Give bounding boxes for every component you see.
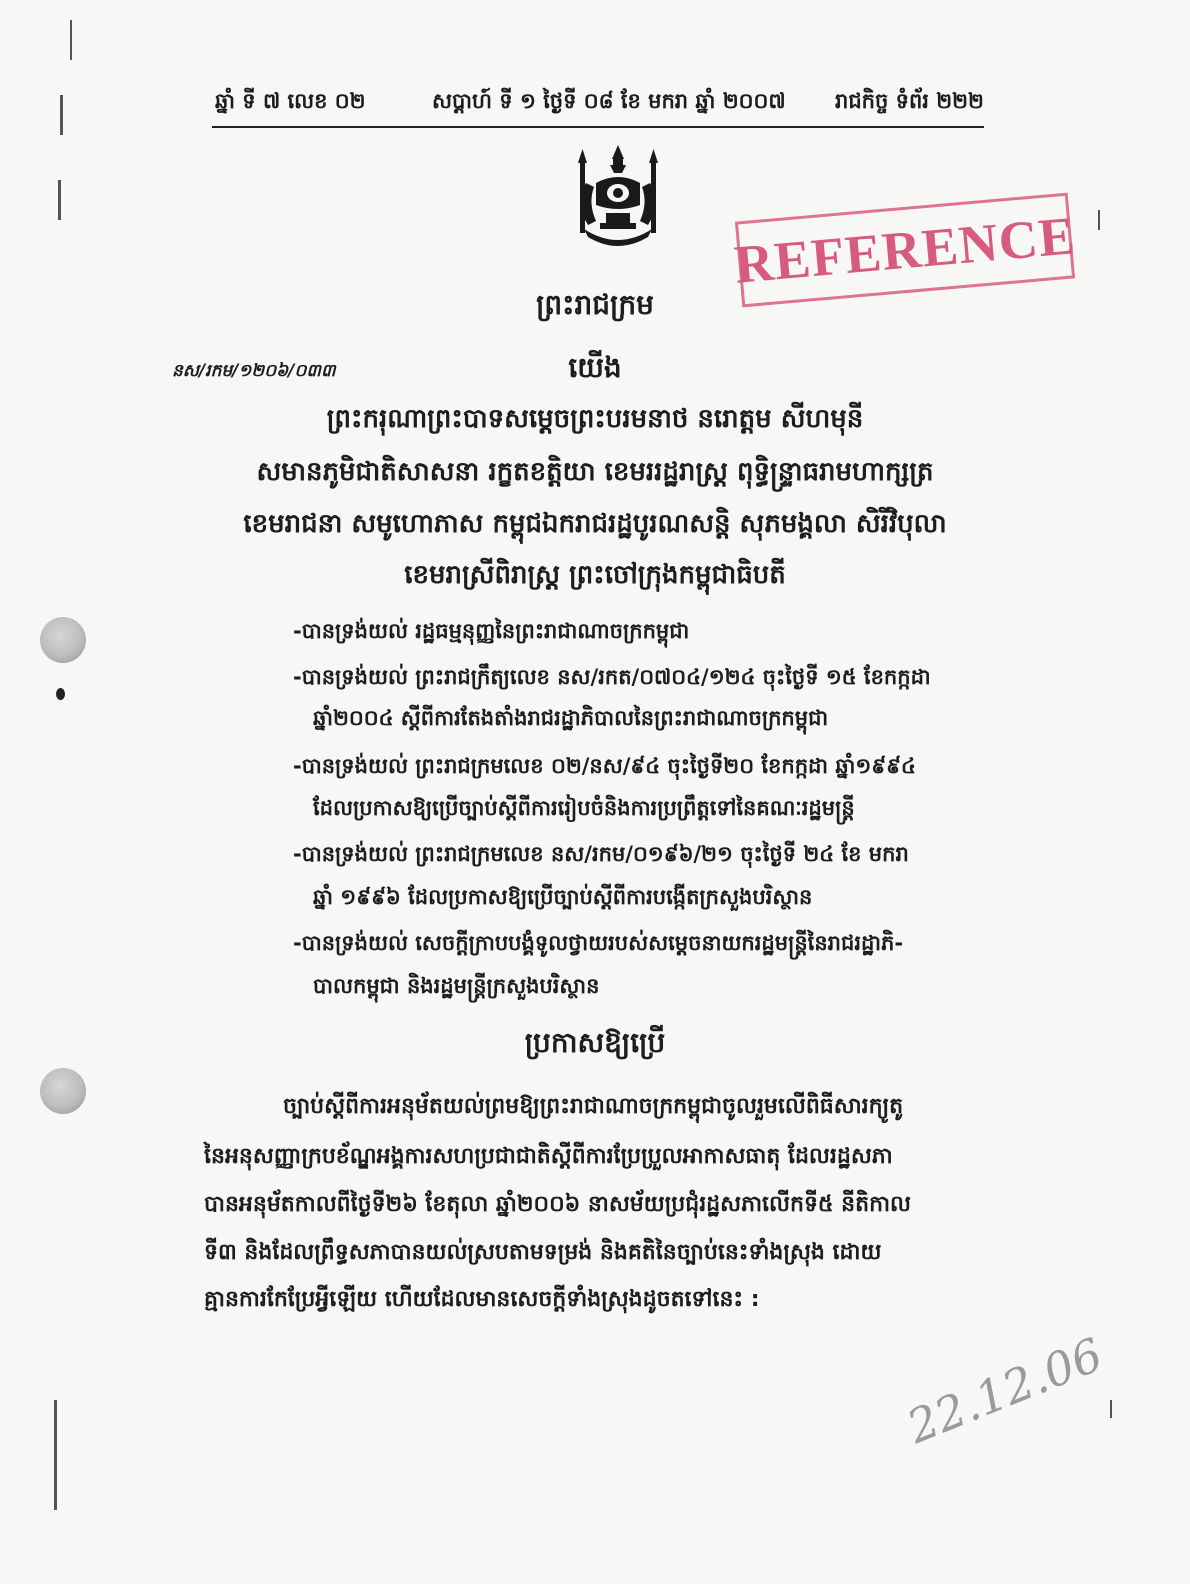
- scan-mark: [54, 1400, 57, 1510]
- punch-hole: [40, 1068, 86, 1114]
- scan-mark: [60, 95, 63, 135]
- gazette-date: សប្តាហ៍ ទី ១ ថ្ងៃទី ០៨ ខែ មករា ឆ្នាំ ២០០៧: [432, 89, 786, 113]
- body-line: នៃអនុសញ្ញាក្របខ័ណ្ឌអង្គការសហប្រជាជាតិស្តីពីការប្រែប្រួលអាកាសធាតុ ដែលរដ្ឋសភា: [204, 1144, 893, 1169]
- scan-mark: [58, 180, 61, 220]
- consideration-item: -បានទ្រង់យល់ រដ្ឋធម្មនុញ្ញនៃព្រះរាជាណាចក្រកម្ពុជា: [293, 619, 690, 643]
- consideration-item: -បានទ្រង់យល់ សេចក្តីក្រាបបង្គំទូលថ្វាយរបស់សម្តេចនាយករដ្ឋមន្ត្រីនៃរាជរដ្ឋាភិ-: [293, 931, 904, 955]
- scan-speck: [56, 688, 65, 700]
- consideration-continuation: ឆ្នាំ ១៩៩៦ ដែលប្រកាសឱ្យប្រើច្បាប់ស្តីពីការបង្កើតក្រសួងបរិស្ថាន: [313, 885, 813, 909]
- gazette-issue: ឆ្នាំ ទី ៧ លេខ ០២: [215, 89, 366, 113]
- scan-mark: [1110, 1400, 1112, 1418]
- consideration-item: -បានទ្រង់យល់ ព្រះរាជក្រឹត្យលេខ នស/រកត/០៧០៤/១២៤ ចុះថ្ងៃទី ១៥ ខែកក្កដា: [293, 665, 931, 689]
- consideration-continuation: ដែលប្រកាសឱ្យប្រើច្បាប់ស្តីពីការរៀបចំនិងការប្រព្រឹត្តទៅនៃគណៈរដ្ឋមន្ត្រី: [313, 796, 855, 820]
- punch-hole: [40, 617, 86, 663]
- body-line: ច្បាប់ស្តីពីការអនុម័តយល់ព្រមឱ្យព្រះរាជាណាចក្រកម្ពុជាចូលរួមលើពិធីសារក្យូតូ: [283, 1094, 904, 1119]
- king-title-line: សមានភូមិជាតិសាសនា រក្ខតខត្តិយា ខេមររដ្ឋរាស្ត្រ ពុទ្ធិន្ទ្រាធរាមហាក្សត្រ: [256, 457, 934, 487]
- scan-mark: [1098, 210, 1100, 230]
- document-title: ព្រះរាជក្រម: [536, 288, 654, 321]
- consideration-item: -បានទ្រង់យល់ ព្រះរាជក្រមលេខ ០២/នស/៩៤ ចុះថ្ងៃទី២០ ខែកក្កដា ឆ្នាំ១៩៩៤: [293, 754, 916, 778]
- consideration-item: -បានទ្រង់យល់ ព្រះរាជក្រមលេខ នស/រកម/០១៩៦/២១ ចុះថ្ងៃទី ២៤ ខែ មករា: [293, 842, 909, 866]
- header-divider: [212, 126, 984, 128]
- royal-coat-of-arms-icon: [566, 143, 670, 253]
- we-heading: យើង: [568, 351, 622, 384]
- body-line: បានអនុម័តកាលពីថ្ងៃទី២៦ ខែតុលា ឆ្នាំ២០០៦ នាសម័យប្រជុំរដ្ឋសភាលើកទី៥ នីតិកាល: [204, 1192, 911, 1217]
- gazette-page-number: រាជកិច្ច ទំព័រ ២២២: [835, 89, 984, 113]
- body-line: គ្មានការកែប្រែអ្វីឡើយ ហើយដែលមានសេចក្តីទាំងស្រុងដូចតទៅនេះ :: [204, 1287, 760, 1312]
- king-title-line: ព្រះករុណាព្រះបាទសម្តេចព្រះបរមនាថ នរោត្តម សីហមុនី: [326, 404, 864, 434]
- king-title-line: ខេមរាស្រីពិរាស្ត្រ ព្រះចៅក្រុងកម្ពុជាធិបតី: [404, 560, 786, 590]
- reference-stamp: REFERENCE: [735, 193, 1075, 308]
- scan-mark: [70, 20, 72, 60]
- body-line: ទី៣ និងដែលព្រឹទ្ធសភាបានយល់ស្របតាមទម្រង់ និងគតិនៃច្បាប់នេះទាំងស្រុង ដោយ: [204, 1240, 882, 1265]
- promulgation-heading: ប្រកាសឱ្យប្រើ: [524, 1026, 666, 1059]
- handwritten-date: 22.12.06: [899, 1327, 1110, 1454]
- reference-number: នស/រកម/១២០៦/០៣៣: [172, 361, 336, 381]
- king-title-line: ខេមរាជនា សមូហោភាស កម្ពុជឯករាជរដ្ឋបូរណសន្តិ សុភមង្គលា សិរីវិបុលា: [243, 509, 947, 539]
- consideration-continuation: បាលកម្ពុជា និងរដ្ឋមន្ត្រីក្រសួងបរិស្ថាន: [313, 974, 600, 998]
- consideration-continuation: ឆ្នាំ២០០៤ ស្តីពីការតែងតាំងរាជរដ្ឋាភិបាលនៃព្រះរាជាណាចក្រកម្ពុជា: [313, 706, 829, 730]
